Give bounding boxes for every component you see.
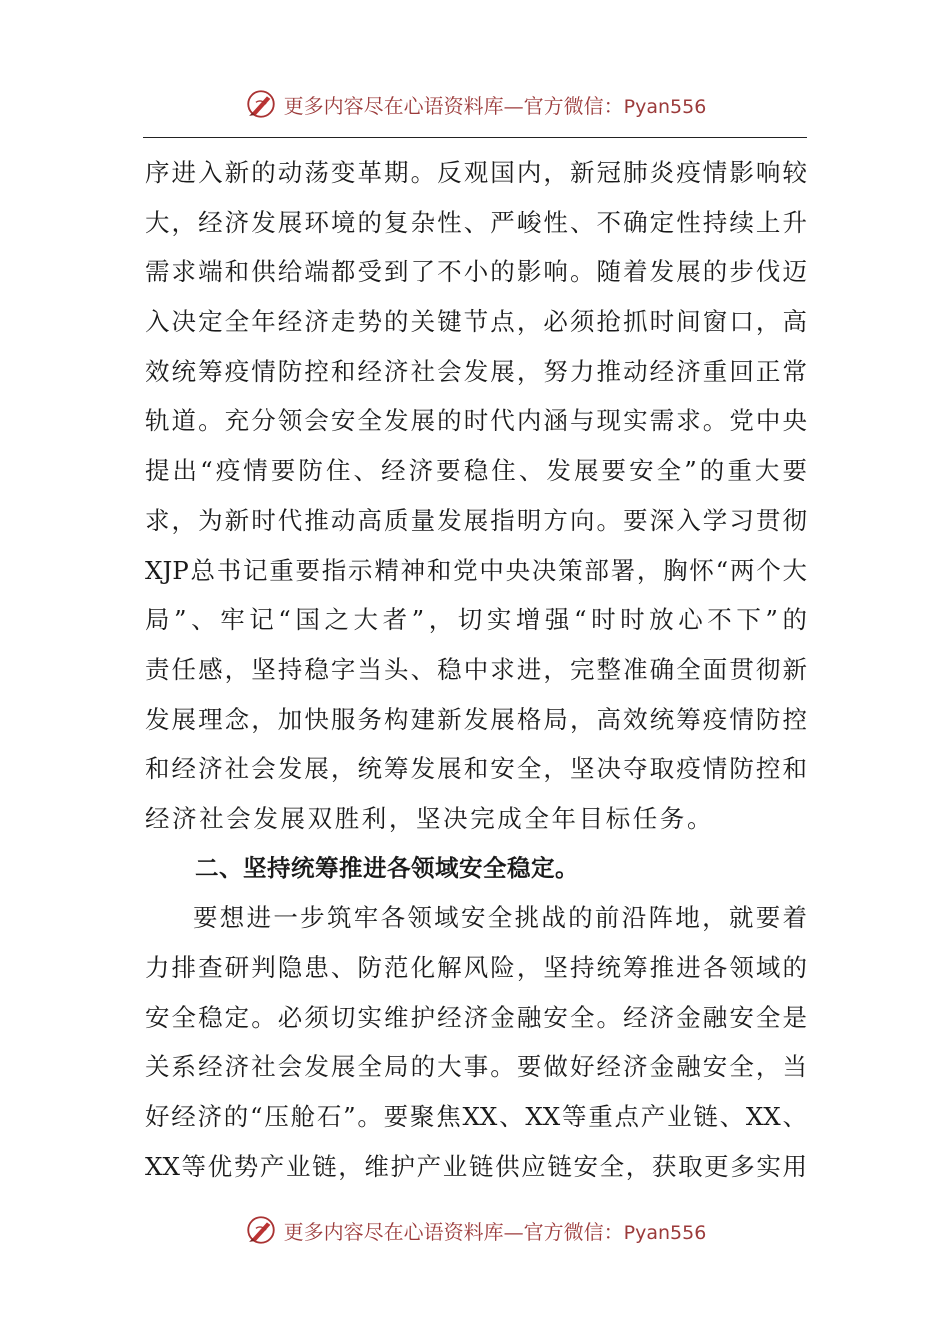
footer-banner-cn: 更多内容尽在心语资料库—官方微信：: [283, 1219, 624, 1244]
body-line: 需求端和供给端都受到了不小的影响。随着发展的步伐迈: [145, 257, 807, 287]
body-line: XJP总书记重要指示精神和党中央决策部署，胸怀“两个大: [145, 555, 807, 585]
body-line: 责任感，坚持稳字当头、稳中求进，完整准确全面贯彻新: [145, 654, 807, 684]
body-line: 序进入新的动荡变革期。反观国内，新冠肺炎疫情影响较: [145, 158, 807, 187]
header-banner-id: Pyan556: [623, 95, 707, 118]
body-line: 发展理念，加快服务构建新发展格局，高效统筹疫情防控: [145, 704, 807, 734]
section-heading: 二、坚持统筹推进各领域安全稳定。: [195, 853, 579, 882]
pen-logo-icon: [244, 87, 278, 121]
body-line: 和经济社会发展，统筹发展和安全，坚决夺取疫情防控和: [145, 754, 807, 784]
body-line: 局”、牢记“国之大者”，切实增强“时时放心不下”的: [145, 605, 807, 635]
pen-logo-icon: [244, 1213, 278, 1247]
body-line: 提出“疫情要防住、经济要稳住、发展要安全”的重大要: [145, 456, 807, 486]
body-line: 轨道。充分领会安全发展的时代内涵与现实需求。党中央: [145, 406, 807, 436]
body-line: 求，为新时代推动高质量发展指明方向。要深入学习贯彻: [145, 505, 807, 535]
section-line: 好经济的“压舱石”。要聚焦XX、XX等重点产业链、XX、: [145, 1102, 807, 1132]
header-banner-cn: 更多内容尽在心语资料库—官方微信：: [283, 93, 624, 118]
section-line: 力排查研判隐患、防范化解风险，坚持统筹推进各领域的: [145, 953, 807, 982]
section-line: 要想进一步筑牢各领域安全挑战的前沿阵地，就要着: [193, 903, 807, 933]
footer-banner: [0, 1210, 950, 1250]
header-banner-text: [284, 90, 707, 119]
footer-banner-text: [284, 1216, 707, 1245]
body-line: 入决定全年经济走势的关键节点，必须抢抓时间窗口，高: [145, 307, 807, 337]
body-line: 大，经济发展环境的复杂性、严峻性、不确定性持续上升: [145, 207, 807, 237]
body-line: 效统筹疫情防控和经济社会发展，努力推动经济重回正常: [145, 356, 807, 386]
section-line: 关系经济社会发展全局的大事。要做好经济金融安全，当: [145, 1052, 807, 1082]
body-line: 经济社会发展双胜利，坚决完成全年目标任务。: [145, 803, 715, 833]
document-body: [145, 148, 807, 1191]
section-line: XX等优势产业链，维护产业链供应链安全，获取更多实用: [145, 1151, 807, 1181]
footer-banner-id: Pyan556: [623, 1221, 707, 1244]
header-banner: [0, 84, 950, 124]
section-line: 安全稳定。必须切实维护经济金融安全。经济金融安全是: [145, 1002, 807, 1032]
header-rule: [143, 137, 807, 138]
